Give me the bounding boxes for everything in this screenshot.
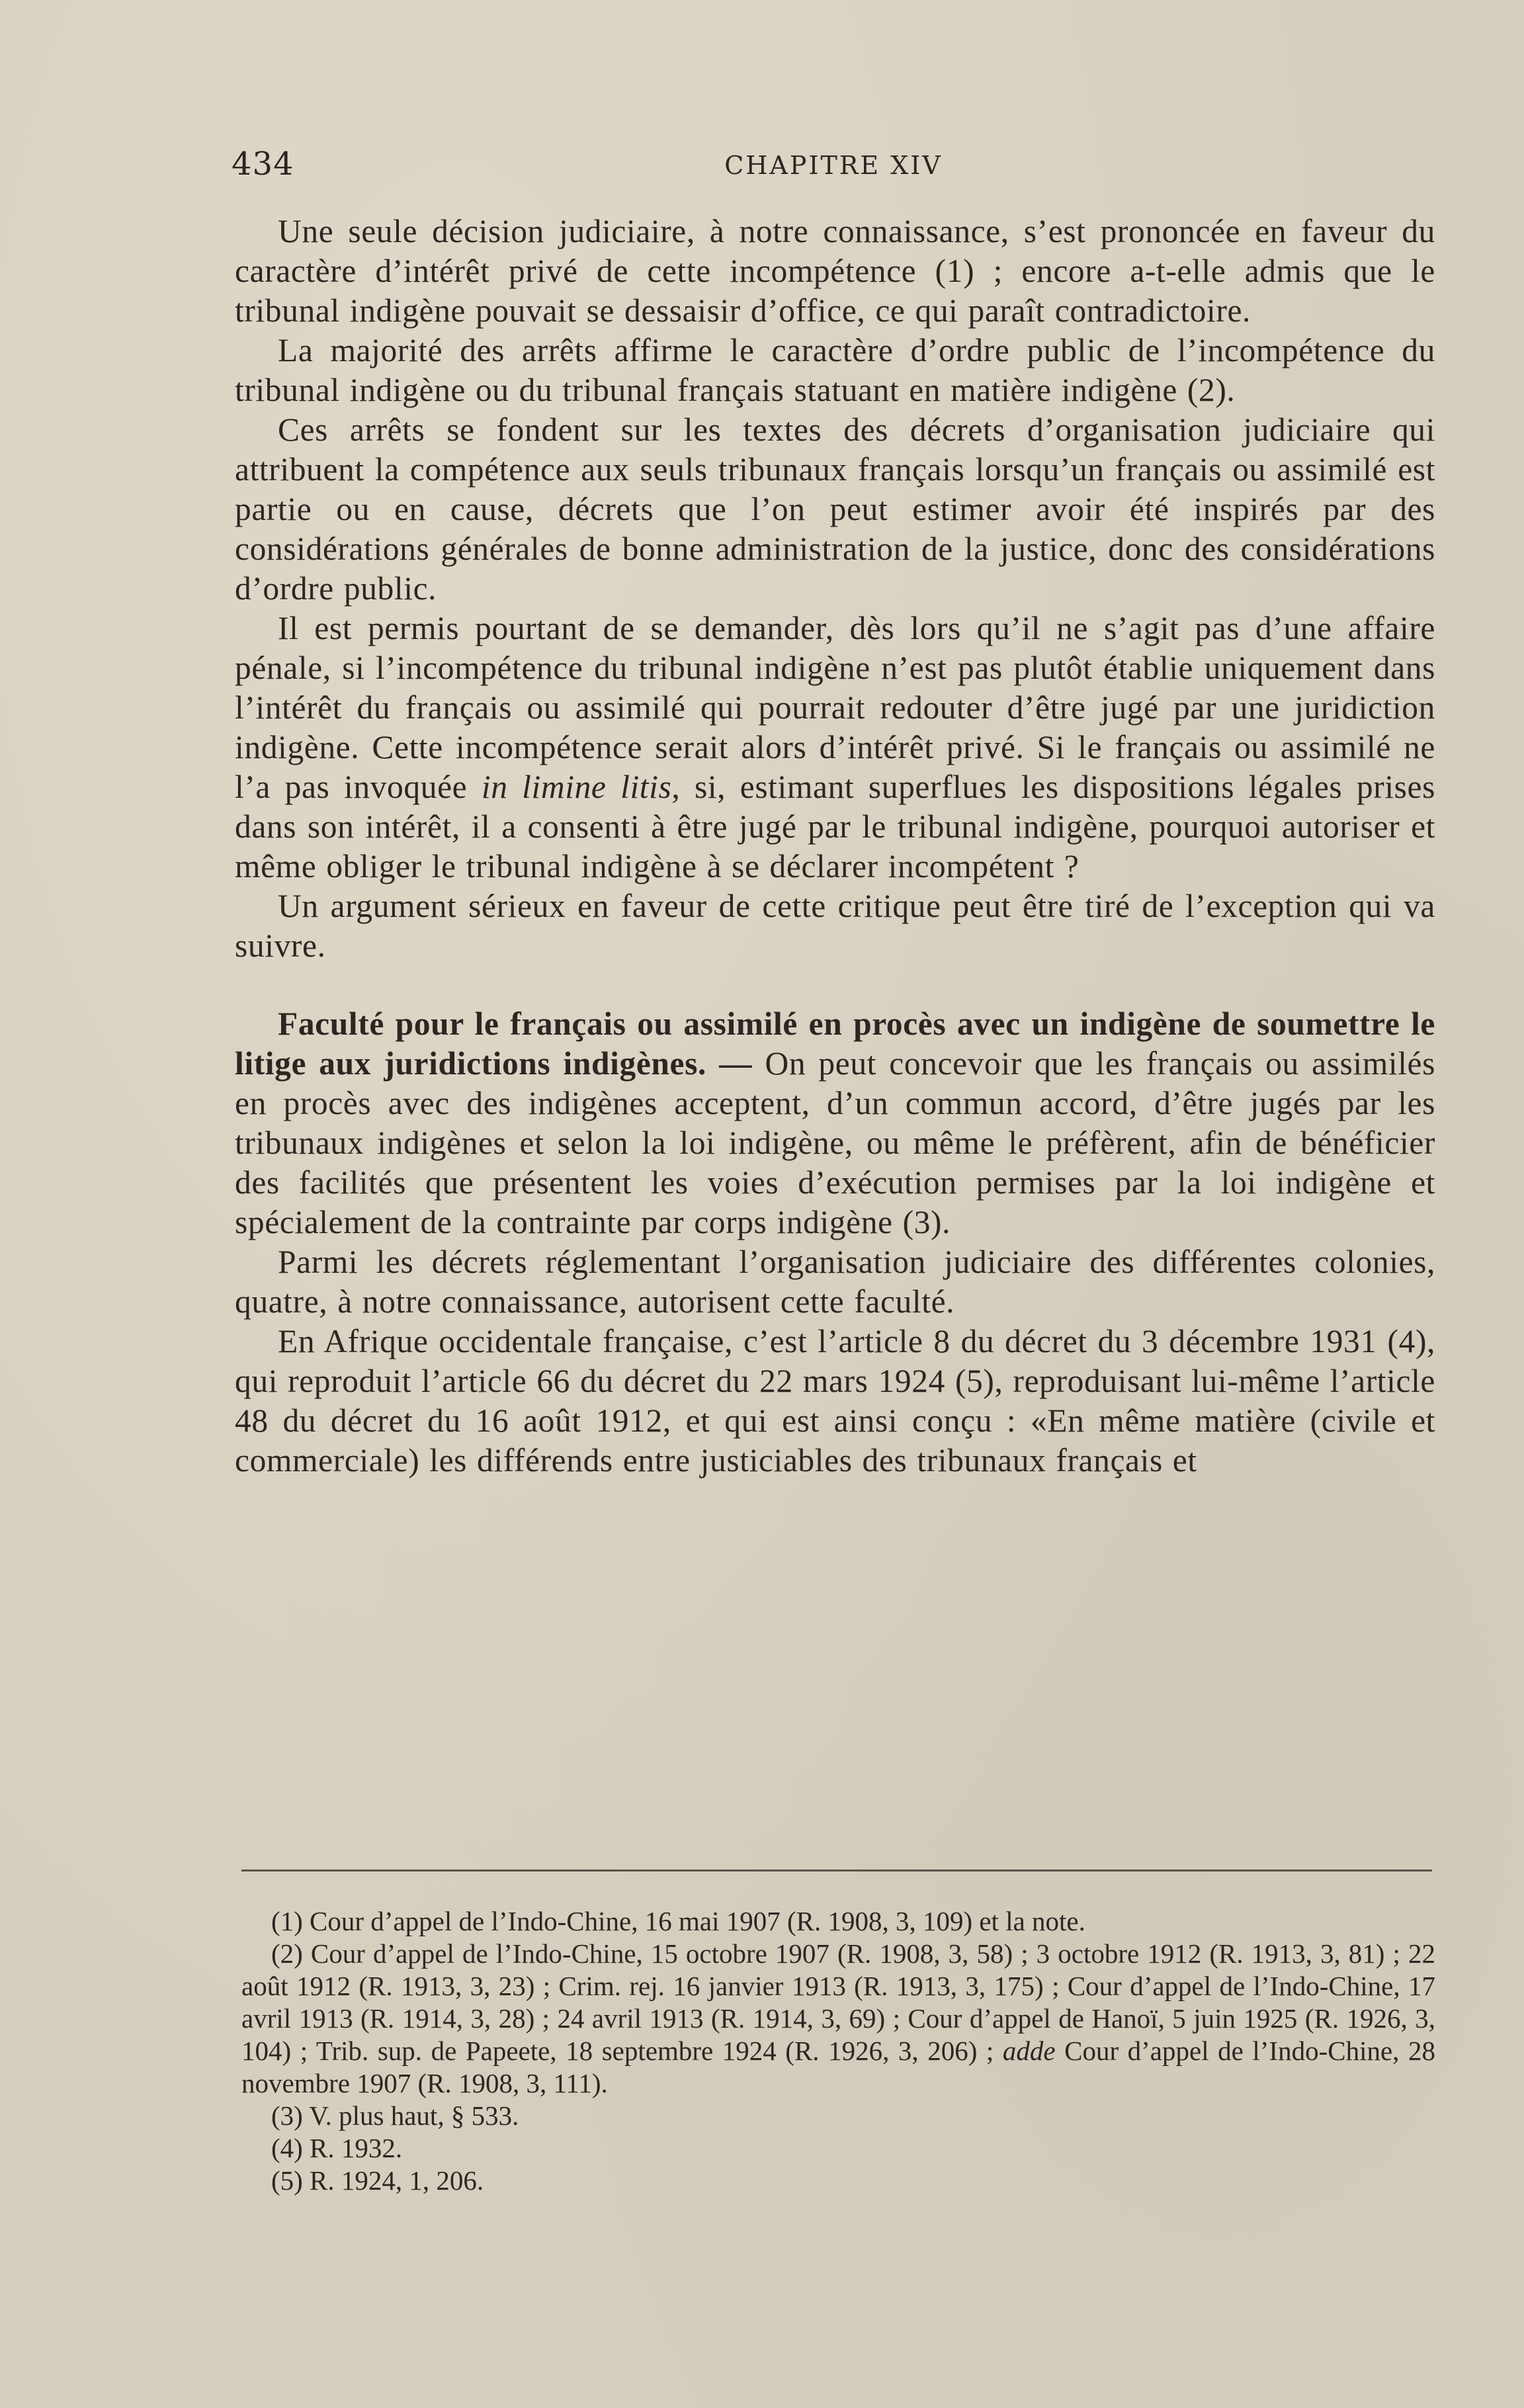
paragraph-7: Parmi les décrets réglementant l’organisation judiciaire des différentes colonies, quatre, à notre connaissance, autorisent cette faculté. (235, 1244, 1435, 1320)
footnote-2-text-a: (2) Cour d’appel de l’Indo-Chine, 15 octobre 1907 (R. 1908, 3, 58) ; 3 octobre 1912 (R. 1913, 3, 81) ; 22 août 1912 (R. 1913, 3, 23) ; Crim. rej. 16 janvier 1913 (R. 1913, 3, 175) ; Cour d’appel de l’Indo-Chine, 17 avril 1913 (R. 1914, 3, 28) ; 24 avril 1913 (R. 1914, 3, 69) ; Cour d’appel de Hanoï, 5 juin 1925 (R. 1926, 3, 104) ; Trib. sup. de Papeete, 18 septembre 1924 (R. 1926, 3, 206) ; (241, 1938, 1435, 2066)
paragraph-1: Une seule décision judiciaire, à notre connaissance, s’est prononcée en faveur du caractère d’intérêt privé de cette incompétence (1) ; encore a-t-elle admis que le tribunal indigène pouvait se dessaisir d’office, ce qui paraît contradictoire. (235, 213, 1435, 329)
running-head: CHAPITRE XIV (724, 151, 943, 180)
paragraph-4-text-a: Il est permis pourtant de se demander, dès lors qu’il ne s’agit pas d’une affaire pénale, si l’incompétence du tribunal indigène n’est pas plutôt établie uniquement dans l’intérêt du français ou assimilé qui pourrait redouter d’être jugé par une juridiction indigène. Cette incompétence serait alors d’intérêt privé. Si le français ou assimilé ne l’a pas invoquée (235, 610, 1435, 805)
footnotes (241, 1905, 1435, 2197)
page-number: 434 (232, 146, 294, 183)
footnote-4: (4) R. 1932. (271, 2133, 403, 2163)
section-title: Faculté pour le français ou assimilé en procès avec un indigène de soumettre le litige aux juridictions indigènes. — (235, 1006, 1435, 1082)
paragraph-4-latin-phrase: in limine litis (481, 769, 672, 805)
footnote-2-italic: adde (1002, 2036, 1056, 2066)
section-paragraph (235, 1004, 1435, 1242)
paragraph-2: La majorité des arrêts affirme le caractère d’ordre public de l’incompétence du tribunal indigène ou du tribunal français statuant en matière indigène (2). (235, 332, 1435, 408)
page-header (232, 146, 1435, 185)
paragraph-4 (235, 609, 1435, 886)
footnote-3: (3) V. plus haut, § 533. (271, 2100, 519, 2131)
paragraph-8: En Afrique occidentale française, c’est l’article 8 du décret du 3 décembre 1931 (4), qui reproduit l’article 66 du décret du 22 mars 1924 (5), reproduisant lui-même l’article 48 du décret du 16 août 1912, et qui est ainsi conçu : «En même matière (civile et commerciale) les différends entre justiciables des tribunaux français et (235, 1323, 1435, 1479)
paragraph-5: Un argument sérieux en faveur de cette critique peut être tiré de l’exception qui va suivre. (235, 888, 1435, 964)
footnote-2 (241, 1938, 1435, 2100)
section-text: On peut concevoir que les français ou assimilés en procès avec des indigènes acceptent, d’un commun accord, d’être jugés par les tribunaux indigènes et selon la loi indigène, ou même le préfèrent, afin de bénéficier des facilités que présentent les voies d’exécution permises par la loi indigène et spécialement de la contrainte par corps indigène (3). (235, 1045, 1435, 1240)
footnote-1: (1) Cour d’appel de l’Indo-Chine, 16 mai 1907 (R. 1908, 3, 109) et la note. (271, 1906, 1085, 1936)
footnote-5: (5) R. 1924, 1, 206. (271, 2165, 484, 2196)
body-text (235, 212, 1435, 1481)
paragraph-3: Ces arrêts se fondent sur les textes des décrets d’organisation judiciaire qui attribuent la compétence aux seuls tribunaux français lorsqu’un français ou assimilé est partie ou en cause, décrets que l’on peut estimer avoir été inspirés par des considérations générales de bonne administration de la justice, donc des considérations d’ordre public. (235, 411, 1435, 607)
footnote-separator (241, 1870, 1432, 1871)
paragraph-4-text-b: , si, estimant superflues les dispositions légales prises dans son intérêt, il a consenti à être jugé par le tribunal indigène, pourquoi autoriser et même obliger le tribunal indigène à se déclarer incompétent ? (235, 769, 1435, 884)
footnote-2-text-b: Cour d’appel de l’Indo-Chine, 28 novembre 1907 (R. 1908, 3, 111). (241, 2036, 1435, 2098)
